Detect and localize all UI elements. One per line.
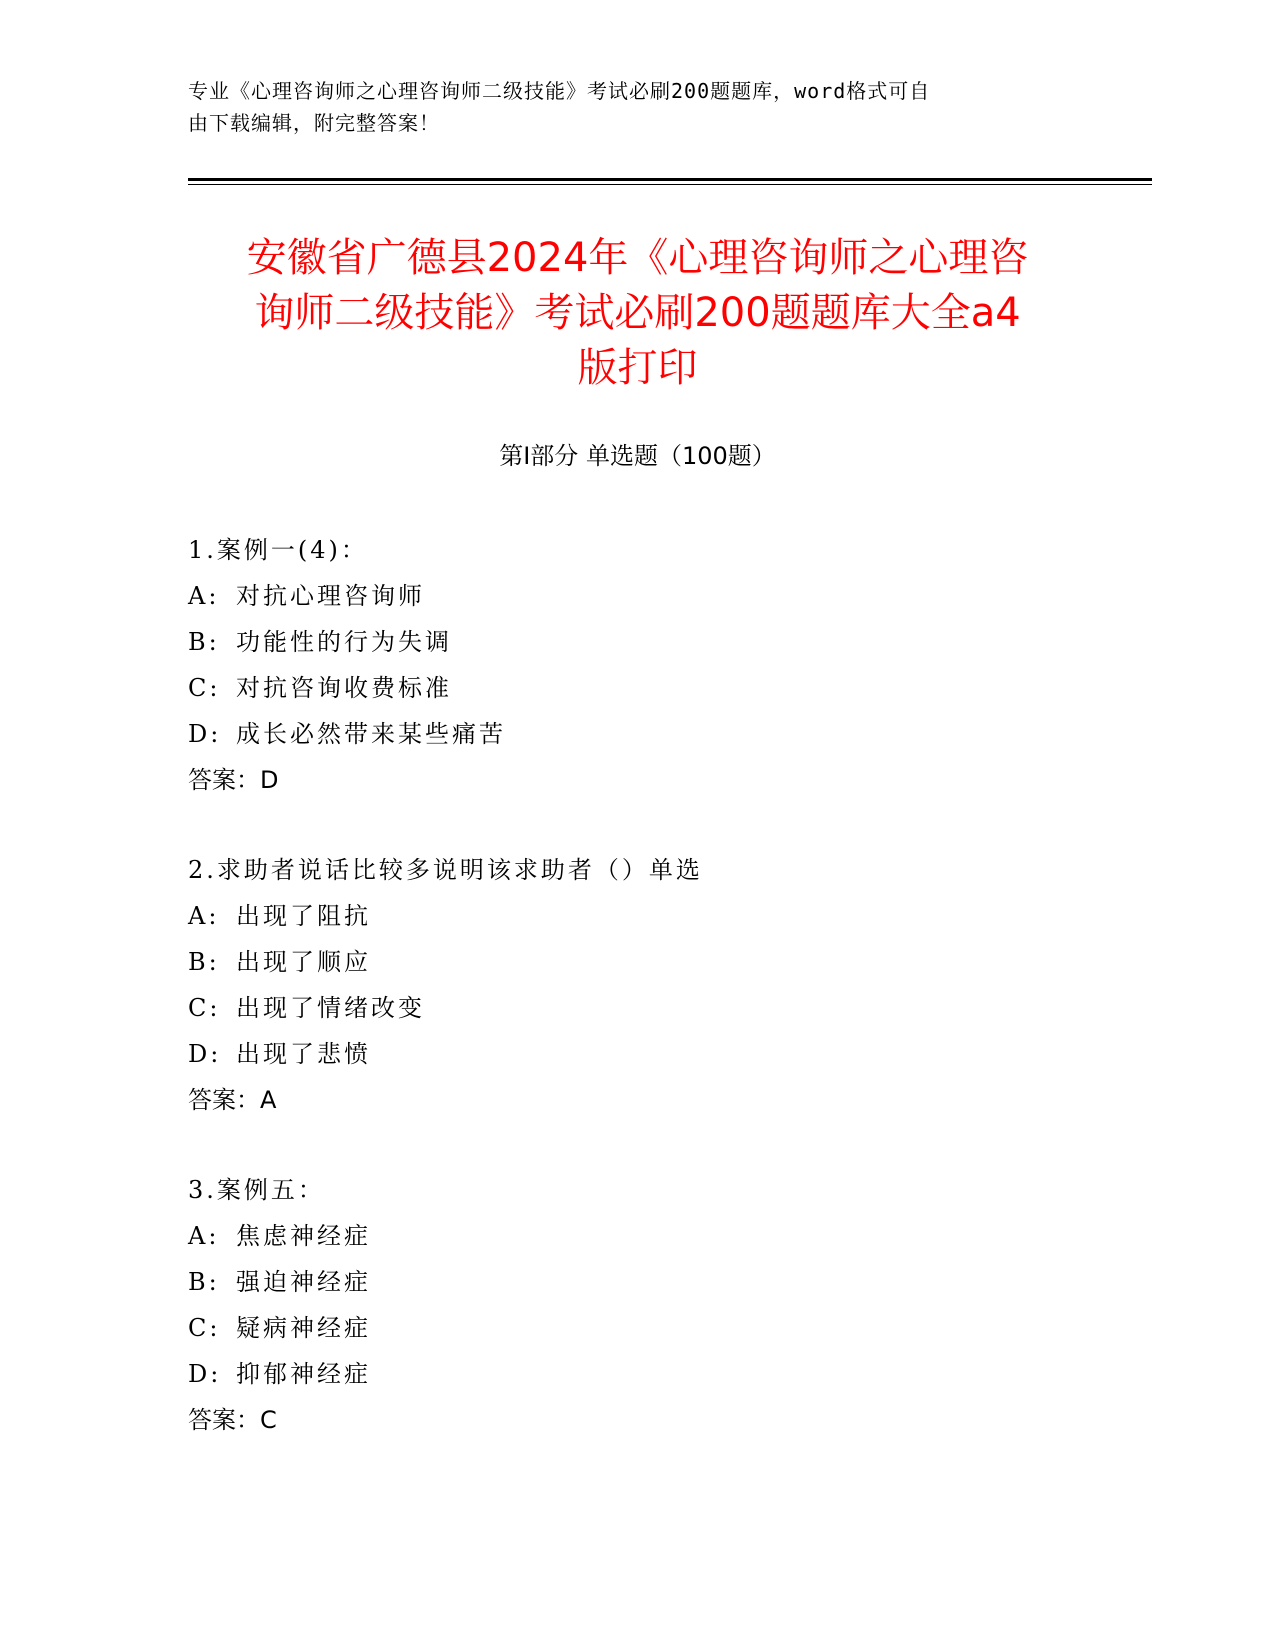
- option-label: D:: [188, 1360, 222, 1388]
- intro-line-1: 专业《心理咨询师之心理咨询师二级技能》考试必刷200题题库，word格式可自: [188, 79, 931, 103]
- header-divider-thick: [188, 178, 1152, 181]
- option-text: 焦虑神经症: [236, 1222, 371, 1250]
- option-a: [188, 1213, 1088, 1259]
- option-label: C:: [188, 1314, 221, 1342]
- option-label: B:: [188, 628, 220, 656]
- option-label: D:: [188, 1040, 222, 1068]
- question-block: [188, 527, 1088, 803]
- option-text: 出现了悲愤: [236, 1040, 371, 1068]
- question-block: [188, 847, 1088, 1123]
- option-a: [188, 893, 1088, 939]
- option-text: 出现了阻抗: [236, 902, 371, 930]
- option-c: [188, 665, 1088, 711]
- option-label: C:: [188, 674, 221, 702]
- option-d: [188, 1031, 1088, 1077]
- answer-line: 答案：A: [188, 1086, 277, 1114]
- option-label: D:: [188, 720, 222, 748]
- option-text: 功能性的行为失调: [236, 628, 452, 656]
- option-text: 对抗咨询收费标准: [236, 674, 452, 702]
- header-divider-thin: [188, 184, 1152, 185]
- option-b: [188, 939, 1088, 985]
- intro-line-2: 由下载编辑，附完整答案！: [188, 111, 440, 135]
- question-block: [188, 1167, 1088, 1443]
- option-text: 出现了顺应: [236, 948, 371, 976]
- option-d: [188, 711, 1088, 757]
- title-line-3: 版打印: [577, 345, 698, 391]
- option-b: [188, 1259, 1088, 1305]
- answer-line: 答案：D: [188, 766, 279, 794]
- option-label: C:: [188, 994, 221, 1022]
- title-line-1: 安徽省广德县2024年《心理咨询师之心理咨: [246, 235, 1029, 281]
- option-label: A:: [188, 1222, 220, 1250]
- option-d: [188, 1351, 1088, 1397]
- section-heading: 第I部分 单选题（100题）: [499, 442, 776, 470]
- option-text: 抑郁神经症: [236, 1360, 371, 1388]
- option-label: B:: [188, 1268, 220, 1296]
- title-line-2: 询师二级技能》考试必刷200题题库大全a4: [254, 290, 1021, 336]
- option-text: 出现了情绪改变: [236, 994, 425, 1022]
- option-c: [188, 985, 1088, 1031]
- document-title: [180, 231, 1095, 396]
- option-text: 疑病神经症: [236, 1314, 371, 1342]
- option-text: 成长必然带来某些痛苦: [236, 720, 506, 748]
- question-stem: 3.案例五：: [188, 1176, 325, 1204]
- question-stem: 2.求助者说话比较多说明该求助者（）单选: [188, 856, 703, 884]
- option-a: [188, 573, 1088, 619]
- option-text: 强迫神经症: [236, 1268, 371, 1296]
- option-label: A:: [188, 582, 220, 610]
- document-intro: [188, 75, 1088, 139]
- answer-line: 答案：C: [188, 1406, 277, 1434]
- question-stem: 1.案例一(4)：: [188, 536, 368, 564]
- option-text: 对抗心理咨询师: [236, 582, 425, 610]
- option-c: [188, 1305, 1088, 1351]
- option-label: A:: [188, 902, 220, 930]
- option-b: [188, 619, 1088, 665]
- option-label: B:: [188, 948, 220, 976]
